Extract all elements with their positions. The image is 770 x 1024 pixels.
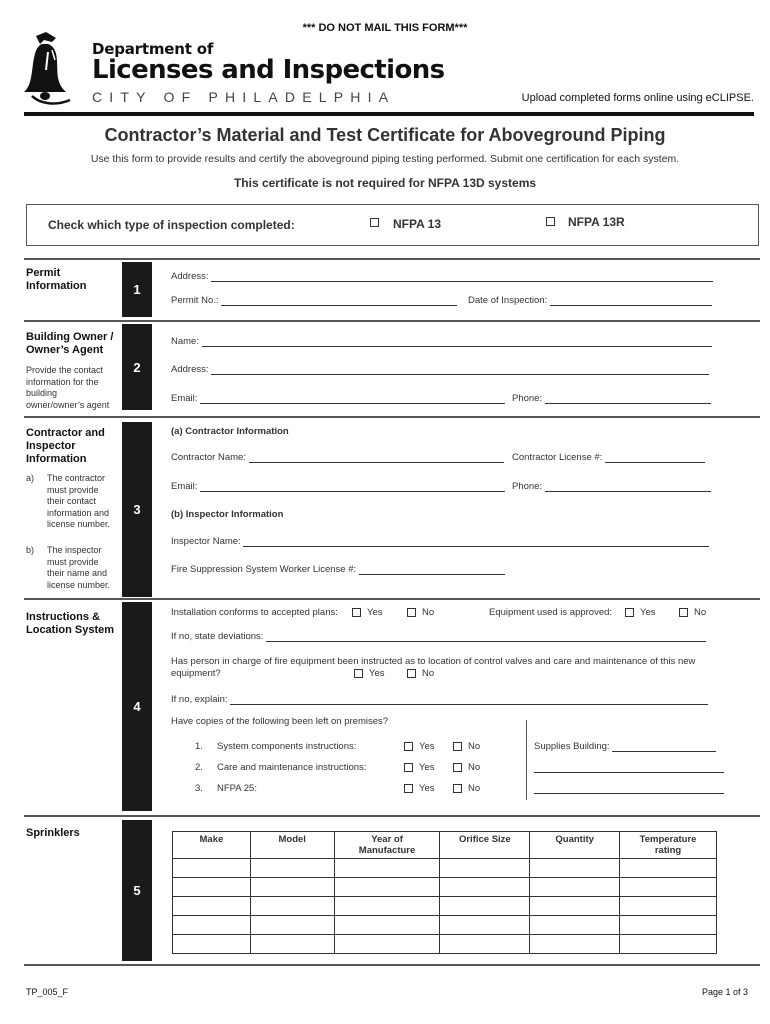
s4-item-2-no-label: No xyxy=(468,762,481,773)
s4-copies-question: Have copies of the following been left on premises? xyxy=(171,716,389,727)
s1-permit-label: Permit No.: xyxy=(171,295,219,306)
section3-number: 3 xyxy=(122,422,152,597)
s2-address-field[interactable] xyxy=(171,364,709,375)
s3-note-b-mark: b) xyxy=(26,545,35,555)
table-cell[interactable] xyxy=(620,859,717,878)
s3-contractor-name-label: Contractor Name: xyxy=(171,452,246,463)
col-orifice: Orifice Size xyxy=(440,832,530,859)
s3-contractor-license-label: Contractor License #: xyxy=(512,452,603,463)
s2-address-label: Address: xyxy=(171,364,209,375)
section1-title: Permit Information xyxy=(26,267,87,292)
s3-email-label: Email: xyxy=(171,481,198,492)
nfpa13r-checkbox[interactable] xyxy=(546,217,555,226)
table-cell[interactable] xyxy=(334,859,440,878)
s3-contractor-name-field[interactable] xyxy=(171,452,504,463)
form-title: Contractor’s Material and Test Certificate for Aboveground Piping xyxy=(104,125,666,145)
s3-phone-label: Phone: xyxy=(512,481,543,492)
s4-item-2-num: 2. xyxy=(195,762,203,773)
s4-deviations-label: If no, state deviations: xyxy=(171,631,264,642)
table-cell[interactable] xyxy=(530,897,620,916)
s4-item-3-yes-label: Yes xyxy=(419,783,435,794)
form-code: TP_005_F xyxy=(26,987,69,997)
s4-conforms-yes-checkbox[interactable] xyxy=(352,608,361,617)
table-cell[interactable] xyxy=(250,935,334,954)
section5-number: 5 xyxy=(122,820,152,961)
s4-equip-no-checkbox[interactable] xyxy=(679,608,688,617)
section4-number: 4 xyxy=(122,602,152,811)
section5-title: Sprinklers xyxy=(26,827,80,839)
s4-item-1-no-checkbox[interactable] xyxy=(453,742,462,751)
s1-date-label: Date of Inspection: xyxy=(468,295,548,306)
section1-number: 1 xyxy=(122,262,152,317)
s4-equip-yes-checkbox[interactable] xyxy=(625,608,634,617)
form-subtitle: Use this form to provide results and certify the aboveground piping testing performed. Submit one certification for each system. xyxy=(90,153,680,165)
s2-name-field[interactable] xyxy=(171,336,712,347)
s4-conforms-no-label: No xyxy=(422,607,435,618)
s3-inspector-name-label: Inspector Name: xyxy=(171,536,241,547)
s2-name-label: Name: xyxy=(171,336,199,347)
table-cell[interactable] xyxy=(334,916,440,935)
col-model: Model xyxy=(250,832,334,859)
s4-item-2-no-checkbox[interactable] xyxy=(453,763,462,772)
table-cell[interactable] xyxy=(173,935,251,954)
table-row[interactable] xyxy=(173,935,717,954)
s4-deviations-field[interactable] xyxy=(171,631,706,642)
s4-item-3-no-label: No xyxy=(468,783,481,794)
table-cell[interactable] xyxy=(440,935,530,954)
table-cell[interactable] xyxy=(250,916,334,935)
s4-item-3-yes-checkbox[interactable] xyxy=(404,784,413,793)
section2-note: Provide the contact information for the building owner/owner’s agent xyxy=(26,365,110,410)
table-cell[interactable] xyxy=(334,897,440,916)
s4-instructed-no-label: No xyxy=(422,668,435,679)
col-quantity: Quantity xyxy=(530,832,620,859)
s4-item-1-label: System components instructions: xyxy=(217,741,357,752)
nfpa13r-label: NFPA 13R xyxy=(568,215,625,229)
page-number: Page 1 of 3 xyxy=(701,987,748,997)
s3-email-field[interactable] xyxy=(171,481,505,492)
s4-supplies-field[interactable] xyxy=(534,741,716,752)
table-cell[interactable] xyxy=(250,897,334,916)
s3-note-a-mark: a) xyxy=(26,473,35,483)
s3-inspector-heading: (b) Inspector Information xyxy=(171,509,284,520)
s4-equip-label: Equipment used is approved: xyxy=(489,607,613,618)
upload-note: Upload completed forms online using eCLIPSE. xyxy=(521,92,754,104)
table-row[interactable] xyxy=(173,897,717,916)
s3-note-a-text: The contractor must provide their contact information and license number. xyxy=(47,473,111,529)
section-divider xyxy=(24,258,760,260)
s4-item-2-label: Care and maintenance instructions: xyxy=(217,762,367,773)
s1-date-field[interactable] xyxy=(468,295,712,306)
table-cell[interactable] xyxy=(173,878,251,897)
table-cell[interactable] xyxy=(334,935,440,954)
s2-email-label: Email: xyxy=(171,393,198,404)
s3-phone-field[interactable] xyxy=(512,481,711,492)
table-cell[interactable] xyxy=(440,878,530,897)
table-cell[interactable] xyxy=(530,916,620,935)
s1-address-label: Address: xyxy=(171,271,209,282)
col-temperature: Temperature rating xyxy=(620,832,717,859)
section4-title: Instructions & Location System xyxy=(26,611,115,636)
s4-explain-label: If no, explain: xyxy=(171,694,228,705)
inspection-question: Check which type of inspection completed: xyxy=(48,218,295,232)
s4-supplies-line-3[interactable] xyxy=(534,783,724,794)
section3-title: Contractor and Inspector Information xyxy=(26,427,105,465)
s4-instructed-yes-checkbox[interactable] xyxy=(354,669,363,678)
logo-department-of: Department of xyxy=(92,40,214,58)
s1-permit-field[interactable] xyxy=(171,295,457,306)
s2-email-field[interactable] xyxy=(171,393,505,404)
table-row[interactable] xyxy=(173,916,717,935)
s3-inspector-name-field[interactable] xyxy=(171,536,709,547)
table-cell[interactable] xyxy=(250,859,334,878)
table-row[interactable] xyxy=(173,878,717,897)
s3-worker-license-label: Fire Suppression System Worker License #: xyxy=(171,564,357,575)
table-cell[interactable] xyxy=(620,897,717,916)
col-make: Make xyxy=(173,832,251,859)
table-cell[interactable] xyxy=(530,859,620,878)
nfpa13-checkbox[interactable] xyxy=(370,218,379,227)
nfpa13-label: NFPA 13 xyxy=(393,217,442,231)
s4-item-1-num: 1. xyxy=(195,741,203,752)
do-not-mail-notice: *** DO NOT MAIL THIS FORM*** xyxy=(302,22,468,34)
liberty-bell-logo xyxy=(22,30,88,108)
s4-supplies-line-2[interactable] xyxy=(534,762,724,773)
header-divider xyxy=(24,112,754,116)
section3-note-a xyxy=(26,473,122,533)
s4-item-1-yes-checkbox[interactable] xyxy=(404,742,413,751)
s4-instructed-no-checkbox[interactable] xyxy=(407,669,416,678)
s4-explain-field[interactable] xyxy=(171,694,708,705)
s3-note-b-text: The inspector must provide their name and license number. xyxy=(47,545,111,590)
table-cell[interactable] xyxy=(173,859,251,878)
s4-item-3-num: 3. xyxy=(195,783,203,794)
table-cell[interactable] xyxy=(440,916,530,935)
s4-conforms-label: Installation conforms to accepted plans: xyxy=(171,607,338,618)
table-cell[interactable] xyxy=(250,878,334,897)
table-cell[interactable] xyxy=(620,935,717,954)
sprinklers-header-row xyxy=(173,832,717,859)
s4-conforms-yes-label: Yes xyxy=(367,607,383,618)
table-row[interactable] xyxy=(173,859,717,878)
s4-item-2-yes-label: Yes xyxy=(419,762,435,773)
s3-worker-license-field[interactable] xyxy=(171,564,505,575)
s4-equip-no-label: No xyxy=(694,607,707,618)
s4-item-1-yes-label: Yes xyxy=(419,741,435,752)
s4-instructed-yes-label: Yes xyxy=(369,668,385,679)
table-cell[interactable] xyxy=(440,859,530,878)
s3-contractor-license-field[interactable] xyxy=(512,452,705,463)
s4-instructed-question: Has person in charge of fire equipment been instructed as to location of control valves and care and maintenance of this new xyxy=(171,656,696,667)
logo-dept-name: Licenses and Inspections xyxy=(92,55,445,85)
s4-column-divider xyxy=(526,720,527,800)
s3-contractor-heading: (a) Contractor Information xyxy=(171,426,289,437)
sprinklers-table xyxy=(172,831,717,954)
table-cell[interactable] xyxy=(620,916,717,935)
table-cell[interactable] xyxy=(530,878,620,897)
table-cell[interactable] xyxy=(334,878,440,897)
s4-item-3-no-checkbox[interactable] xyxy=(453,784,462,793)
s4-item-2-yes-checkbox[interactable] xyxy=(404,763,413,772)
logo-city: CITY OF PHILADELPHIA xyxy=(92,89,396,105)
col-year: Year of Manufacture xyxy=(334,832,440,859)
s4-conforms-no-checkbox[interactable] xyxy=(407,608,416,617)
s2-phone-label: Phone: xyxy=(512,393,543,404)
table-cell[interactable] xyxy=(440,897,530,916)
s2-phone-field[interactable] xyxy=(512,393,711,404)
form-note: This certificate is not required for NFPA 13D systems xyxy=(233,176,537,190)
table-cell[interactable] xyxy=(173,916,251,935)
s4-item-1-no-label: No xyxy=(468,741,481,752)
s4-instructed-question-2: equipment? xyxy=(171,668,221,679)
section2-title: Building Owner / Owner’s Agent xyxy=(26,331,114,356)
s4-item-3-label: NFPA 25: xyxy=(217,783,257,794)
section3-note-b xyxy=(26,545,122,595)
section-divider xyxy=(24,416,760,418)
s4-equip-yes-label: Yes xyxy=(640,607,656,618)
section-divider xyxy=(24,320,760,322)
section-divider xyxy=(24,815,760,817)
table-cell[interactable] xyxy=(530,935,620,954)
s1-address-field[interactable] xyxy=(171,271,713,282)
section-divider xyxy=(24,598,760,600)
s4-supplies-label: Supplies Building: xyxy=(534,741,610,752)
section-divider xyxy=(24,964,760,966)
table-cell[interactable] xyxy=(173,897,251,916)
section2-number: 2 xyxy=(122,324,152,410)
table-cell[interactable] xyxy=(620,878,717,897)
